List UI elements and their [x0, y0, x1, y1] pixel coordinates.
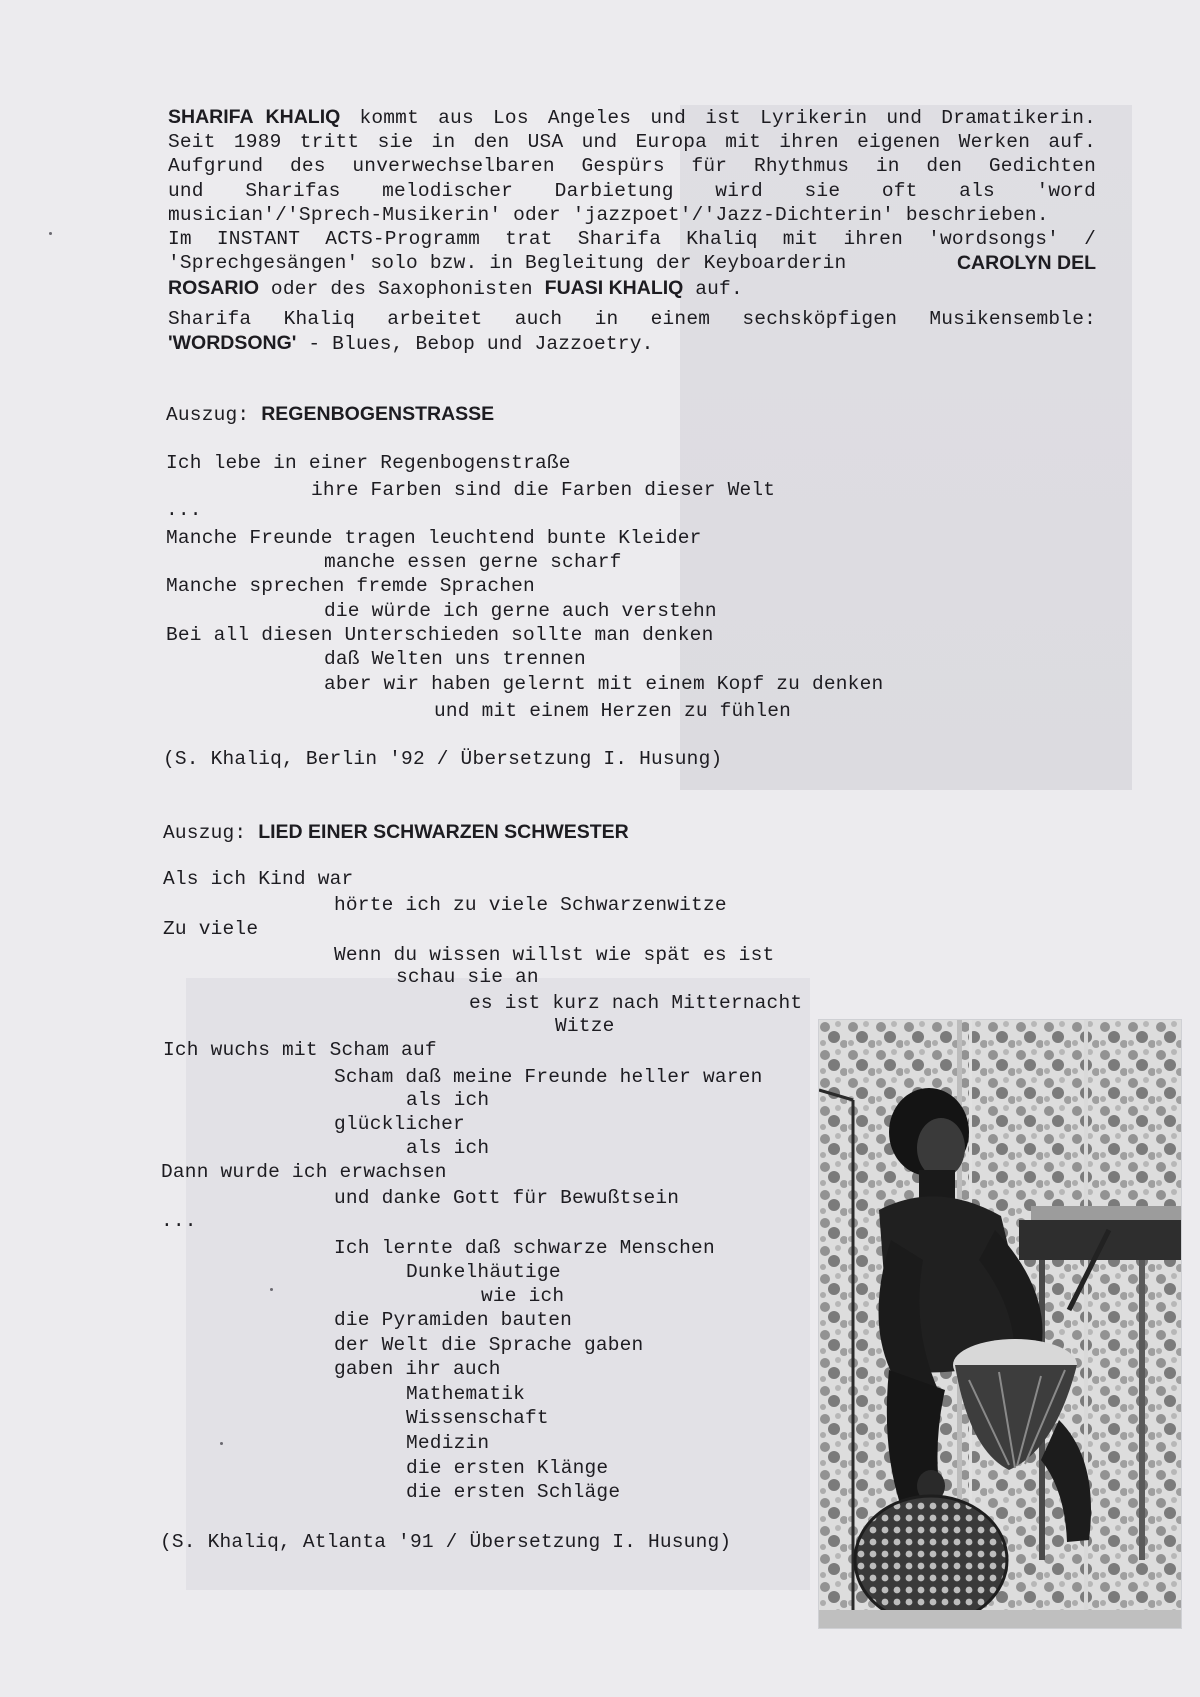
intro-line-3: Aufgrund des unverwechselbaren Gespürs für Rhythmus in den Gedichten — [168, 155, 1096, 177]
poem2-heading: Auszug: LIED EINER SCHWARZEN SCHWESTER — [163, 821, 629, 844]
poem-line: als ich — [406, 1137, 490, 1159]
intro-line-6: Im INSTANT ACTS-Programm trat Sharifa Khaliq mit ihren 'wordsongs' / — [168, 228, 1096, 250]
intro-line-4: und Sharifas melodischer Darbietung wird sie oft als 'word — [168, 180, 1096, 202]
poem-line: Witze — [555, 1015, 615, 1037]
poem-line: Ich wuchs mit Scham auf — [163, 1039, 437, 1061]
poem-line: Wenn du wissen willst wie spät es ist — [334, 944, 775, 966]
paper-speck — [220, 1442, 223, 1445]
fuasi-name: FUASI KHALIQ — [544, 277, 684, 299]
poem-line: Dann wurde ich erwachsen — [161, 1161, 447, 1183]
poem-line: schau sie an — [396, 966, 539, 988]
poem-line: gaben ihr auch — [334, 1358, 501, 1380]
poem-line: hörte ich zu viele Schwarzenwitze — [334, 894, 727, 916]
poem2-credit: (S. Khaliq, Atlanta '91 / Übersetzung I. Husung) — [160, 1531, 732, 1553]
poem-line: Ich lebe in einer Regenbogenstraße — [166, 452, 571, 474]
intro-line-9: Sharifa Khaliq arbeitet auch in einem sechsköpfigen Musikensemble: — [168, 308, 1096, 330]
poem-line: die ersten Klänge — [406, 1457, 609, 1479]
intro-line-8: ROSARIO oder des Saxophonisten FUASI KHALIQ auf. — [168, 277, 743, 300]
poem2-title: LIED EINER SCHWARZEN SCHWESTER — [258, 821, 629, 843]
poem-line: und danke Gott für Bewußtsein — [334, 1187, 680, 1209]
poem-line: Scham daß meine Freunde heller waren — [334, 1066, 763, 1088]
poem-line: daß Welten uns trennen — [324, 648, 586, 670]
author-name: SHARIFA KHALIQ — [168, 106, 341, 128]
poem-line: Manche Freunde tragen leuchtend bunte Kleider — [166, 527, 702, 549]
poem-ellipsis: ... — [166, 499, 202, 521]
paper-speck — [49, 232, 52, 235]
poem-line: Medizin — [406, 1432, 490, 1454]
performer-photo — [818, 1019, 1182, 1629]
poem-line: Zu viele — [163, 918, 259, 940]
poem-line: Wissenschaft — [406, 1407, 549, 1429]
intro-line-1: SHARIFA KHALIQ kommt aus Los Angeles und ist Lyrikerin und Dramatikerin. — [168, 106, 1096, 129]
poem1-credit: (S. Khaliq, Berlin '92 / Übersetzung I. Husung) — [163, 748, 723, 770]
performer-photo-drawing — [819, 1020, 1181, 1628]
poem-line: Dunkelhäutige — [406, 1261, 561, 1283]
poem-line: aber wir haben gelernt mit einem Kopf zu denken — [324, 673, 884, 695]
poem-line: die ersten Schläge — [406, 1481, 621, 1503]
poem-ellipsis: ... — [161, 1210, 197, 1232]
intro-line-2: Seit 1989 tritt sie in den USA und Europa mit ihren eigenen Werken auf. — [168, 131, 1096, 153]
poem-line: wie ich — [481, 1285, 565, 1307]
ensemble-name: 'WORDSONG' — [168, 332, 297, 354]
poem-line: und mit einem Herzen zu fühlen — [434, 700, 792, 722]
poem1-title: REGENBOGENSTRASSE — [261, 403, 495, 425]
poem1-heading: Auszug: REGENBOGENSTRASSE — [166, 403, 495, 426]
poem-line: der Welt die Sprache gaben — [334, 1334, 644, 1356]
poem-line: glücklicher — [334, 1113, 465, 1135]
poem-line: ihre Farben sind die Farben dieser Welt — [311, 479, 776, 501]
intro-line-5: musician'/'Sprech-Musikerin' oder 'jazzpoet'/'Jazz-Dichterin' beschrieben. — [168, 204, 1049, 226]
poem-line: die Pyramiden bauten — [334, 1309, 573, 1331]
carolyn-name: CAROLYN DEL — [956, 252, 1096, 274]
intro-line-10: 'WORDSONG' - Blues, Bebop und Jazzoetry. — [168, 332, 654, 355]
poem-line: Manche sprechen fremde Sprachen — [166, 575, 535, 597]
poem-line: es ist kurz nach Mitternacht — [469, 992, 803, 1014]
poem-line: Mathematik — [406, 1383, 526, 1405]
intro-line-7: 'Sprechgesängen' solo bzw. in Begleitung der Keyboarderin CAROLYN DEL — [168, 252, 1096, 274]
poem-line: Als ich Kind war — [163, 868, 354, 890]
rosario-name: ROSARIO — [168, 277, 260, 299]
poem-line: Ich lernte daß schwarze Menschen — [334, 1237, 715, 1259]
poem-line: manche essen gerne scharf — [324, 551, 622, 573]
poem-line: die würde ich gerne auch verstehn — [324, 600, 717, 622]
poem-line: als ich — [406, 1089, 490, 1111]
paper-speck — [270, 1288, 273, 1291]
poem-line: Bei all diesen Unterschieden sollte man denken — [166, 624, 714, 646]
